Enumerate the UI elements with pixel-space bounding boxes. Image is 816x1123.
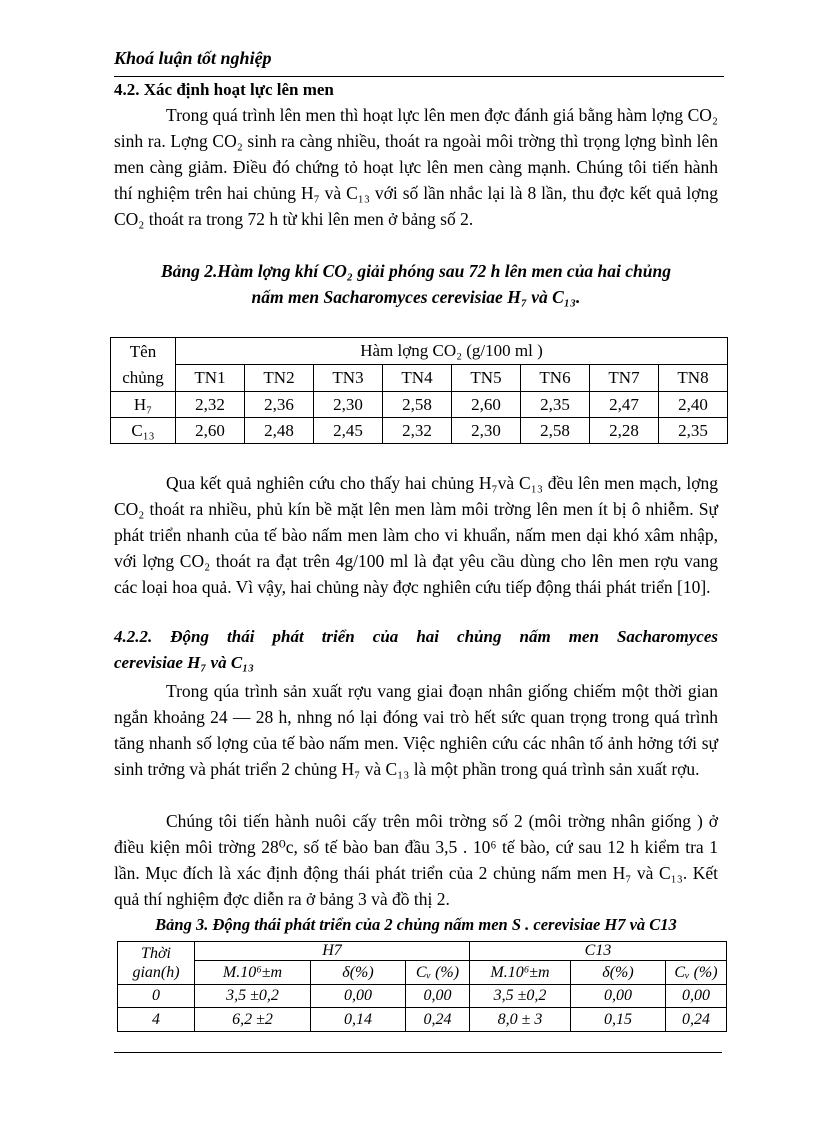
table3-time: 4: [118, 1008, 195, 1032]
table3-time-header: Thời gian(h): [118, 942, 195, 985]
table3-time: 0: [118, 985, 195, 1008]
table2-cell: 2,30: [452, 418, 521, 444]
table2-strain: C₁₃: [111, 418, 176, 444]
table2-strain: H₇: [111, 392, 176, 418]
table2-col-header: TN5: [452, 365, 521, 392]
subsection-heading-line1: 4.2.2. Động thái phát triển của hai chủng nấm men Sacharomyces: [114, 627, 718, 646]
table2-cell: 2,58: [521, 418, 590, 444]
footer-divider: [114, 1052, 722, 1053]
table3-cell: 0,00: [571, 985, 666, 1008]
table2-col-header: TN7: [590, 365, 659, 392]
table3-cell: 3,5 ±0,2: [470, 985, 571, 1008]
table3-cell: 0,00: [311, 985, 406, 1008]
table2-cell: 2,32: [383, 418, 452, 444]
table2-col-header: TN8: [659, 365, 728, 392]
table-row: [111, 418, 728, 444]
table3: [117, 941, 727, 1032]
table3-group-header: H7: [195, 942, 470, 961]
table2-col-header: TN3: [314, 365, 383, 392]
table3-sub-header: Cᵥ (%): [666, 961, 727, 985]
table2-cell: 2,58: [383, 392, 452, 418]
subsection-paragraph1: Trong qúa trình sản xuất rợu vang giai đoạn nhân giống chiếm một thời gian ngắn khoảng 24 — 28 h, nhng nó lại đóng vai trò hết sức quan trọng trong quá trình tăng nhanh số lợng của tế bào nấm men. Việc nghiên cứu các nhân tố ảnh hởng tới sự sinh trởng và phát triển 2 chủng H₇ và C₁₃ là một phần trong quá trình sản xuất rợu.: [114, 681, 718, 779]
table-row: [118, 1008, 727, 1032]
table2-caption-line2: nấm men Sacharomyces cerevisiae H₇ và C₁₃.: [251, 287, 581, 307]
table3-sub-header: δ(%): [571, 961, 666, 985]
section-paragraph: Trong quá trình lên men thì hoạt lực lên men đợc đánh giá bằng hàm lợng CO₂ sinh ra. Lợng CO₂ sinh ra càng nhiều, thoát ra ngoài môi trờng thì trọng lợng bình lên men càng giảm. Điều đó chứng tỏ hoạt lực lên men càng mạnh. Chúng tôi tiến hành thí nghiệm trên hai chủng H₇ và C₁₃ với số lần nhắc lại là 8 lần, thu đợc kết quả lợng CO₂ thoát ra trong 72 h từ khi lên men ở bảng số 2.: [114, 105, 718, 229]
table2-cell: 2,40: [659, 392, 728, 418]
table-row: [111, 392, 728, 418]
table3-sub-header: M.10⁶±m: [195, 961, 311, 985]
table3-cell: 0,00: [666, 985, 727, 1008]
table2: [110, 337, 728, 444]
table3-sub-header: δ(%): [311, 961, 406, 985]
section-heading: 4.2. Xác định hoạt lực lên men: [114, 80, 334, 99]
table2-col-header: TN4: [383, 365, 452, 392]
table3-caption: Bảng 3. Động thái phát triển của 2 chủng nấm men S . cerevisiae H7 và C13: [155, 915, 677, 934]
table3-cell: 0,24: [406, 1008, 470, 1032]
subsection-paragraph2: Chúng tôi tiến hành nuôi cấy trên môi trờng số 2 (môi trờng nhân giống ) ở điều kiện môi trờng 28⁰c, số tế bào ban đầu 3,5 . 10⁶ tế bào, cứ sau 12 h kiểm tra 1 lần. Mục đích là xác định động thái phát triển của 2 chủng nấm men H₇ và C₁₃. Kết quả thí nghiệm đợc diễn ra ở bảng 3 và đồ thị 2.: [114, 811, 718, 909]
table2-cell: 2,28: [590, 418, 659, 444]
table2-cell: 2,30: [314, 392, 383, 418]
table2-row-header: Tên chủng: [111, 338, 176, 392]
table2-cell: 2,36: [245, 392, 314, 418]
table2-cell: 2,45: [314, 418, 383, 444]
subsection-heading-line2: cerevisiae H₇ và C₁₃: [114, 653, 255, 672]
table2-col-header: TN1: [176, 365, 245, 392]
table2-cell: 2,60: [176, 418, 245, 444]
table3-cell: 0,00: [406, 985, 470, 1008]
table3-cell: 3,5 ±0,2: [195, 985, 311, 1008]
table2-cell: 2,32: [176, 392, 245, 418]
table2-cell: 2,48: [245, 418, 314, 444]
table3-cell: 0,24: [666, 1008, 727, 1032]
table2-caption-line1: Bảng 2.Hàm lợng khí CO₂ giải phóng sau 72 h lên men của hai chủng: [161, 261, 671, 281]
table3-cell: 0,14: [311, 1008, 406, 1032]
table3-cell: 0,15: [571, 1008, 666, 1032]
page-header: Khoá luận tốt nghiệp: [114, 48, 272, 68]
table3-sub-header: Cᵥ (%): [406, 961, 470, 985]
table2-cell: 2,35: [521, 392, 590, 418]
table2-cell: 2,47: [590, 392, 659, 418]
table2-col-header: TN2: [245, 365, 314, 392]
table2-cell: 2,35: [659, 418, 728, 444]
table-row: [118, 985, 727, 1008]
discussion-paragraph: Qua kết quả nghiên cứu cho thấy hai chủng H₇và C₁₃ đều lên men mạch, lợng CO₂ thoát ra nhiều, phủ kín bề mặt lên men làm môi trờng lên men ít bị ô nhiễm. Sự phát triển nhanh của tế bào nấm men làm cho vi khuẩn, nấm men dại khó xâm nhập, với lợng CO₂ thoát ra đạt trên 4g/100 ml là đạt yêu cầu dùng cho lên men rợu vang các loại hoa quả. Vì vậy, hai chủng này đợc nghiên cứu tiếp động thái phát triển [10].: [114, 473, 718, 597]
table3-cell: 6,2 ±2: [195, 1008, 311, 1032]
table2-cell: 2,60: [452, 392, 521, 418]
header-divider: [114, 76, 724, 77]
table3-sub-header: M.10⁶±m: [470, 961, 571, 985]
table3-group-header: C13: [470, 942, 727, 961]
table3-cell: 8,0 ± 3: [470, 1008, 571, 1032]
table2-col-header: TN6: [521, 365, 590, 392]
table2-group-header: Hàm lợng CO₂ (g/100 ml ): [176, 338, 728, 365]
